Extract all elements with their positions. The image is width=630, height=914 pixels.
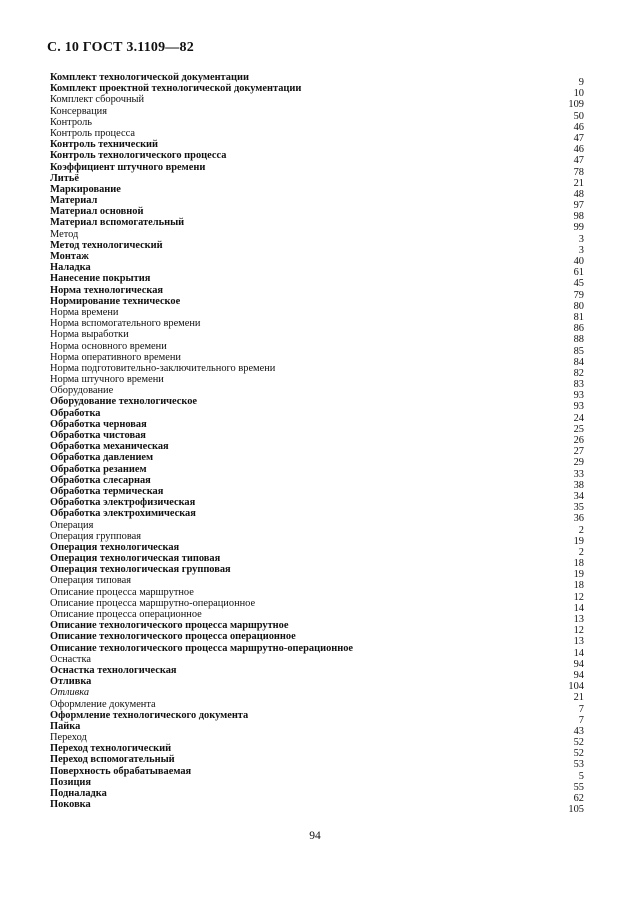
index-term: Отливка [50,676,92,688]
index-page-ref: 13 [573,636,584,648]
index-term: Нормирование техническое [50,295,181,307]
index-term: Контроль [50,116,93,128]
index-term: Норма основного времени [50,340,167,352]
index-term: Подналадка [50,788,107,799]
index-page-ref: 47 [573,132,584,144]
index-page-ref: 2 [578,524,584,536]
index-term: Комплект проектной технологической документации [50,83,302,95]
index-term: Материал основной [50,206,144,218]
index-page-ref: 99 [573,222,584,234]
index-page-ref: 46 [573,144,584,156]
index-page-ref: 27 [573,446,584,458]
index-term: Пайка [50,720,81,732]
index-term: Обработка [50,407,101,419]
index-page-ref: 84 [573,356,584,368]
index-term: Переход вспомогательный [50,754,175,766]
index-term: Описание процесса операционное [50,609,202,620]
index-term: Комплект сборочный [50,94,145,106]
index-term: Контроль технический [50,139,159,151]
index-page-ref: 46 [573,121,584,133]
index-term: Обработка термическая [50,485,164,497]
index-term: Описание технологического процесса маршрутно-операционное [50,642,354,654]
index-page-ref: 21 [573,692,584,704]
index-term: Поковка [50,799,91,811]
index-page-ref: 109 [568,99,584,111]
index-page-ref: 21 [573,177,584,189]
index-page-ref: 38 [573,479,584,491]
index-term: Норма вспомогательного времени [50,318,201,330]
index-page-ref: 48 [573,188,584,200]
index-term: Оборудование технологическое [50,396,198,408]
index-page-ref: 94 [573,669,584,681]
page-number: 94 [309,830,321,842]
index-page-ref: 50 [573,110,584,122]
index-term: Обработка чистовая [50,430,146,441]
index-page-ref: 26 [573,435,584,446]
index-page-ref: 29 [573,457,584,469]
index-entry [50,430,584,446]
index-term: Обработка механическая [50,441,169,453]
index-term: Поверхность обрабатываемая [50,765,192,777]
index-page-ref: 10 [573,88,584,100]
index-term: Норма времени [50,306,119,318]
index-page-ref: 79 [573,289,584,301]
index-page-ref: 85 [573,345,584,357]
index-term: Операция технологическая [50,541,180,553]
index-term: Норма технологическая [50,284,164,296]
index-entry [50,239,584,256]
index-term: Отливка [50,687,90,699]
index-page-ref: 2 [578,546,584,558]
index-page-ref: 52 [573,748,584,760]
index-term: Монтаж [50,251,89,262]
index-page-ref: 7 [578,714,584,726]
index-page-ref: 93 [573,390,584,402]
index-term: Операция групповая [50,530,141,542]
index-page-ref: 82 [573,367,584,379]
index-page-ref: 43 [573,725,584,737]
index-page-ref: 61 [573,267,584,279]
index-page-ref: 3 [578,233,584,245]
index-page-ref: 24 [573,412,584,424]
index-page-ref: 52 [573,737,584,749]
index-page-ref: 80 [573,300,584,312]
index-term: Контроль процесса [50,127,135,139]
index-term: Метод [50,228,79,240]
index-term: Литьё [50,172,79,184]
index-page-ref: 12 [573,625,584,637]
index-term: Норма выработки [50,329,129,341]
index-page-ref: 19 [573,535,584,547]
index-entry [50,676,584,693]
index-entry [50,776,584,793]
index-entry [50,799,584,816]
index-page-ref: 47 [573,155,584,167]
index-term: Оформление документа [50,698,156,710]
index-page-ref: 62 [573,793,584,804]
index-term: Норма подготовительно-заключительного времени [50,362,276,374]
index-page-ref: 36 [573,513,584,525]
index-term: Описание технологического процесса маршрутное [50,620,289,632]
index-term: Коэффициент штучного времени [50,161,206,173]
index-page-ref: 34 [573,490,584,502]
index-page-ref: 81 [573,311,584,323]
index-entry [50,72,584,88]
index-page-ref: 104 [568,681,584,693]
index-term: Описание процесса маршрутно-операционное [50,597,256,609]
index-page-ref: 14 [573,647,584,659]
index-term: Маркирование [50,183,121,195]
index-term: Обработка давлением [50,452,154,464]
index-term: Описание технологического процесса операционное [50,631,296,643]
index-page-ref: 3 [578,244,584,256]
index-page-ref: 18 [573,558,584,570]
index-page-ref: 83 [573,379,584,391]
index-term: Позиция [50,776,92,788]
index-page-ref: 33 [573,468,584,480]
index-entry [50,664,584,681]
index-term: Норма штучного времени [50,374,164,386]
index-page-ref: 14 [573,602,584,614]
index-page-ref: 12 [573,591,584,603]
index-page-ref: 93 [573,401,584,413]
index-page-ref: 40 [573,256,584,267]
index-page-ref: 5 [578,770,584,782]
index-term: Норма оперативного времени [50,351,181,363]
index-entry [50,788,584,804]
index-term: Операция [50,519,94,531]
index-term: Консервация [50,105,107,117]
index-term: Материал [50,195,98,207]
index-term: Операция типовая [50,575,131,587]
index-term: Переход технологический [50,743,172,755]
index-term: Контроль технологического процесса [50,150,227,162]
index-entry [50,720,584,737]
index-page-ref: 25 [573,423,584,435]
index-page-ref: 18 [573,580,584,592]
index-page-ref: 98 [573,211,584,223]
index-page-ref: 86 [573,323,584,335]
index-term: Описание процесса маршрутное [50,586,194,598]
index-term: Операция технологическая групповая [50,564,231,576]
index-page-ref: 88 [573,334,584,346]
index-term: Оснастка [50,653,91,665]
index-entry [50,251,584,267]
index-term: Оборудование [50,385,114,397]
index-page-ref: 45 [573,278,584,290]
index-term: Нанесение покрытия [50,273,151,285]
index-term: Оснастка технологическая [50,664,177,676]
index-term: Материал вспомогательный [50,217,185,229]
index-term: Метод технологический [50,239,163,251]
index-page-ref: 78 [573,166,584,178]
index-page-ref: 35 [573,502,584,514]
index-page-ref: 7 [578,703,584,715]
index-entry [50,609,584,625]
index-page-ref: 53 [573,759,584,771]
index-page-ref: 13 [573,614,584,625]
index-page-ref: 94 [573,658,584,670]
index-term: Оформление технологического документа [50,709,249,721]
index-page-ref: 9 [578,77,584,88]
index-term: Операция технологическая типовая [50,553,221,565]
index-term: Обработка резанием [50,463,147,475]
index-page-ref: 19 [573,569,584,581]
subject-index-list [50,72,584,816]
index-term: Обработка черновая [50,418,147,430]
index-term: Комплект технологической документации [50,72,249,83]
index-term: Обработка слесарная [50,474,151,486]
index-term: Переход [50,732,87,744]
index-term: Обработка электрофизическая [50,497,196,509]
index-page-ref: 55 [573,781,584,793]
index-page-ref: 105 [568,804,584,816]
index-page-ref: 97 [573,200,584,212]
index-term: Наладка [50,262,91,274]
index-term: Обработка электрохимическая [50,508,196,520]
page-header: С. 10 ГОСТ 3.1109—82 [47,40,194,55]
